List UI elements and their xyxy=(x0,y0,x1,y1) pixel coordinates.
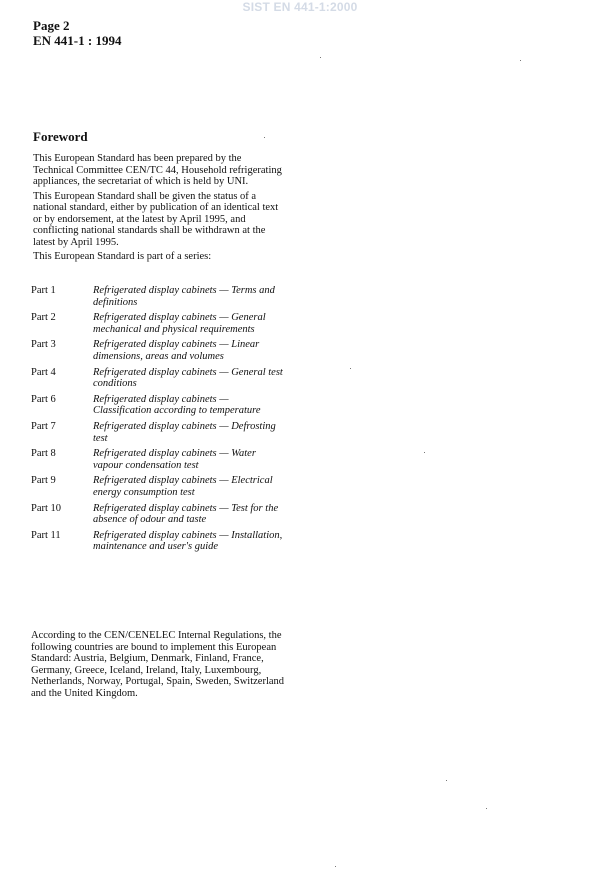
part-row xyxy=(31,421,291,444)
part-row xyxy=(31,394,291,417)
part-title: Refrigerated display cabinets — Test for the absence of odour and taste xyxy=(93,502,279,526)
part-number: Part 4 xyxy=(31,366,56,378)
scan-speck xyxy=(320,57,321,58)
part-title: Refrigerated display cabinets — Defrosting test xyxy=(93,420,276,444)
part-row xyxy=(31,503,291,526)
part-title: Refrigerated display cabinets — Classification according to temperature xyxy=(93,393,261,417)
part-row xyxy=(31,530,291,553)
part-row xyxy=(31,312,291,335)
part-title: Refrigerated display cabinets — Installation, maintenance and user's guide xyxy=(93,529,283,553)
foreword-body xyxy=(33,153,283,266)
part-number: Part 9 xyxy=(31,475,56,487)
document-watermark: SIST EN 441-1:2000 xyxy=(242,0,358,14)
part-number: Part 1 xyxy=(31,285,56,296)
part-row xyxy=(31,448,291,471)
scan-speck xyxy=(486,808,487,809)
part-title: Refrigerated display cabinets — Linear dimensions, areas and volumes xyxy=(93,339,260,362)
part-number: Part 7 xyxy=(31,420,56,432)
scan-speck xyxy=(424,452,425,453)
page-header xyxy=(33,18,121,48)
parts-list xyxy=(31,285,291,557)
part-title: Refrigerated display cabinets — Terms and definitions xyxy=(93,285,275,308)
scan-speck xyxy=(264,137,265,138)
closing-paragraph: According to the CEN/CENELEC Internal Regulations, the following countries are bound to implement this European Standard: Austria, Belgium, Denmark, Finland, France, Germany, Greece, Iceland, Ireland, Italy, Luxembourg, Netherlands, Norway, Portugal, Spain, Sweden, Switzerland and the United Kingdom. xyxy=(31,630,285,699)
scan-speck xyxy=(350,368,351,369)
part-title: Refrigerated display cabinets — Electrical energy consumption test xyxy=(93,475,273,498)
part-number: Part 11 xyxy=(31,529,61,541)
scan-speck xyxy=(520,60,521,61)
document-id: EN 441-1 : 1994 xyxy=(33,33,122,48)
foreword-paragraph: This European Standard shall be given the status of a national standard, either by publication of an identical text or by endorsement, at the latest by April 1995, and conflicting national standards shall be withdrawn at the latest by April 1995. xyxy=(33,190,279,248)
section-title-foreword: Foreword xyxy=(33,129,88,144)
scan-speck xyxy=(335,866,336,867)
part-number: Part 8 xyxy=(31,448,56,460)
part-number: Part 2 xyxy=(31,312,56,324)
part-row xyxy=(31,367,291,390)
part-title: Refrigerated display cabinets — General test conditions xyxy=(93,366,283,390)
part-title: Refrigerated display cabinets — General mechanical and physical requirements xyxy=(93,312,266,335)
part-row xyxy=(31,475,291,498)
foreword-paragraph: This European Standard has been prepared by the Technical Committee CEN/TC 44, Household refrigerating appliances, the secretariat of which is held by UNI. xyxy=(33,153,282,187)
part-row xyxy=(31,285,291,308)
part-number: Part 10 xyxy=(31,502,62,514)
scan-speck xyxy=(446,780,447,781)
foreword-closing xyxy=(31,630,286,699)
foreword-paragraph: This European Standard is part of a series: xyxy=(33,251,212,262)
page-number: Page 2 xyxy=(33,18,70,33)
part-row xyxy=(31,339,291,362)
part-title: Refrigerated display cabinets — Water vapour condensation test xyxy=(93,448,256,471)
part-number: Part 3 xyxy=(31,339,56,351)
part-number: Part 6 xyxy=(31,393,56,405)
